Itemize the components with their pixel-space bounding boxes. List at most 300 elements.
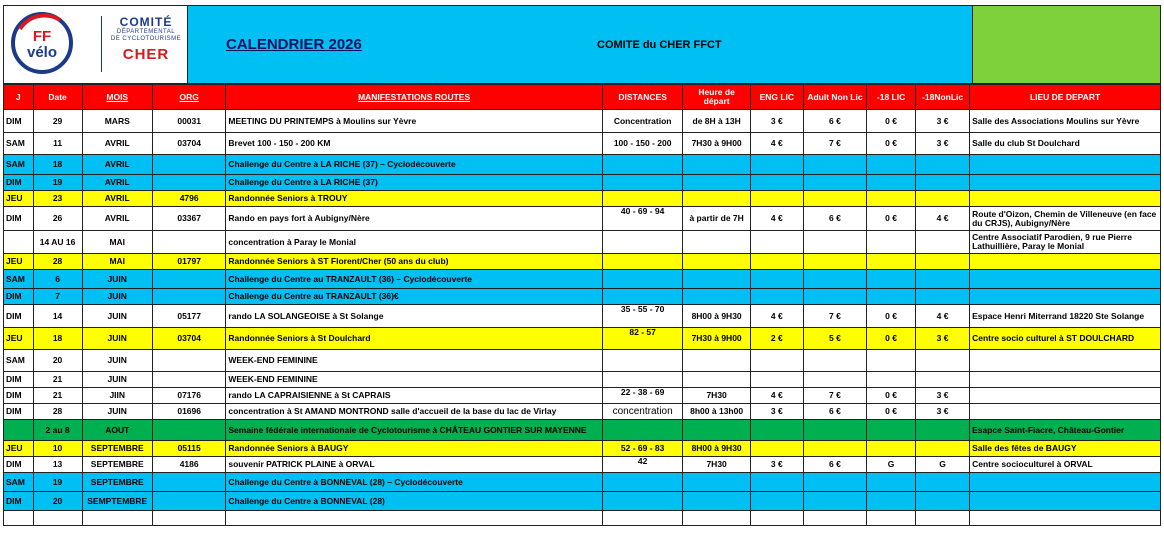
- cell-j: DIM: [4, 207, 34, 231]
- cell-moins18-non-lic: [916, 473, 970, 492]
- cell-moins18-lic: 0 €: [867, 110, 916, 133]
- cell-moins18-lic: [867, 350, 916, 372]
- cell-event: [226, 511, 602, 526]
- cell-moins18-lic: [867, 289, 916, 305]
- cell-org: 05115: [152, 441, 225, 457]
- logo-separator: [101, 16, 102, 72]
- green-box: [972, 6, 1160, 83]
- cell-adult-non-lic: [803, 254, 866, 270]
- header-banner: [3, 5, 1161, 84]
- cell-lieu: [970, 175, 1161, 191]
- cell-j: JEU: [4, 441, 34, 457]
- cell-mois: JIIN: [82, 388, 152, 404]
- cell-heure: 7H30: [683, 388, 750, 404]
- cell-mois: JUIN: [82, 350, 152, 372]
- cell-adult-non-lic: [803, 155, 866, 175]
- cell-moins18-non-lic: [916, 175, 970, 191]
- cell-adult-non-lic: [803, 289, 866, 305]
- cell-date: 28: [33, 404, 82, 420]
- cell-moins18-non-lic: 3 €: [916, 133, 970, 155]
- cell-event: Randonnée Seniors à ST Florent/Cher (50 ans du club): [226, 254, 602, 270]
- cell-date: 2 au 8: [33, 420, 82, 441]
- cell-date: 10: [33, 441, 82, 457]
- cell-distance: 100 - 150 - 200: [602, 133, 683, 155]
- logo-comite: COMITÉ: [119, 15, 173, 29]
- cell-org: 01696: [152, 404, 225, 420]
- col-org: ORG: [152, 85, 225, 110]
- cell-moins18-non-lic: 3 €: [916, 328, 970, 350]
- cell-date: 19: [33, 473, 82, 492]
- cell-moins18-lic: [867, 231, 916, 254]
- cell-event: concentration à St AMAND MONTROND salle d'accueil de la base du lac de Virlay: [226, 404, 602, 420]
- table-row: [4, 191, 1161, 207]
- cell-moins18-non-lic: 3 €: [916, 110, 970, 133]
- cell-distance: [602, 175, 683, 191]
- ffvelo-logo: [4, 6, 188, 83]
- table-row: [4, 175, 1161, 191]
- cell-j: DIM: [4, 175, 34, 191]
- table-row: [4, 328, 1161, 350]
- cell-date: 20: [33, 350, 82, 372]
- cell-lieu: [970, 473, 1161, 492]
- cell-org: [152, 420, 225, 441]
- cell-mois: JUIN: [82, 372, 152, 388]
- cell-mois: JUIN: [82, 404, 152, 420]
- cell-org: [152, 175, 225, 191]
- cell-event: Rando en pays fort à Aubigny/Nère: [226, 207, 602, 231]
- cell-heure: 8H00 à 9H30: [683, 305, 750, 328]
- cell-moins18-lic: [867, 270, 916, 289]
- table-row: [4, 155, 1161, 175]
- cell-eng-lic: [750, 231, 803, 254]
- cell-j: JEU: [4, 328, 34, 350]
- cell-j: DIM: [4, 388, 34, 404]
- column-header-row: [4, 85, 1161, 110]
- cell-event: Challenge du Centre au TRANZAULT (36) – Cyclodécouverte: [226, 270, 602, 289]
- cell-event: Randonnée Seniors à TROUY: [226, 191, 602, 207]
- cell-distance: 82 - 57: [602, 328, 683, 350]
- cell-org: [152, 155, 225, 175]
- cell-heure: 7H30 à 9H00: [683, 133, 750, 155]
- cell-distance: [602, 155, 683, 175]
- cell-distance: [602, 231, 683, 254]
- cell-lieu: Salle du club St Doulchard: [970, 133, 1161, 155]
- cell-moins18-non-lic: [916, 441, 970, 457]
- cell-lieu: [970, 289, 1161, 305]
- cell-j: DIM: [4, 492, 34, 511]
- table-row: [4, 133, 1161, 155]
- table-row: [4, 492, 1161, 511]
- cell-moins18-lic: [867, 175, 916, 191]
- cell-heure: 7H30: [683, 457, 750, 473]
- table-row: [4, 207, 1161, 231]
- cell-event: Brevet 100 - 150 - 200 KM: [226, 133, 602, 155]
- cell-date: 21: [33, 372, 82, 388]
- cell-j: DIM: [4, 110, 34, 133]
- cell-lieu: Salle des fêtes de BAUGY: [970, 441, 1161, 457]
- cell-moins18-non-lic: [916, 191, 970, 207]
- cell-eng-lic: [750, 155, 803, 175]
- cell-eng-lic: [750, 254, 803, 270]
- table-row: [4, 372, 1161, 388]
- cell-heure: [683, 492, 750, 511]
- cell-moins18-lic: [867, 191, 916, 207]
- cell-moins18-non-lic: [916, 270, 970, 289]
- table-row: [4, 289, 1161, 305]
- cell-j: SAM: [4, 473, 34, 492]
- cell-mois: AOUT: [82, 420, 152, 441]
- cell-j: JEU: [4, 191, 34, 207]
- cell-lieu: Centre socioculturel à ORVAL: [970, 457, 1161, 473]
- table-row: [4, 473, 1161, 492]
- cell-mois: JUIN: [82, 305, 152, 328]
- cell-org: [152, 473, 225, 492]
- cell-j: SAM: [4, 350, 34, 372]
- cell-moins18-lic: 0 €: [867, 328, 916, 350]
- cell-heure: 8H00 à 9H30: [683, 441, 750, 457]
- cell-distance: 22 - 38 - 69: [602, 388, 683, 404]
- col-moins18-lic: -18 LIC: [867, 85, 916, 110]
- cell-distance: Concentration: [602, 110, 683, 133]
- cell-adult-non-lic: [803, 350, 866, 372]
- cell-org: 00031: [152, 110, 225, 133]
- cell-eng-lic: [750, 372, 803, 388]
- cell-j: DIM: [4, 457, 34, 473]
- cell-org: 01797: [152, 254, 225, 270]
- cell-eng-lic: [750, 473, 803, 492]
- cell-event: concentration à Paray le Monial: [226, 231, 602, 254]
- table-row: [4, 270, 1161, 289]
- cell-date: 18: [33, 155, 82, 175]
- col-mois: MOIS: [82, 85, 152, 110]
- cell-heure: 7H30 à 9H00: [683, 328, 750, 350]
- calendar-body: [4, 110, 1161, 526]
- cell-moins18-non-lic: [916, 289, 970, 305]
- cell-mois: AVRIL: [82, 155, 152, 175]
- cell-event: Randonnée Seniors à St Doulchard: [226, 328, 602, 350]
- cell-org: [152, 289, 225, 305]
- cell-moins18-lic: [867, 473, 916, 492]
- cell-date: 28: [33, 254, 82, 270]
- cell-org: 05177: [152, 305, 225, 328]
- col-manifestations: MANIFESTATIONS ROUTES: [226, 85, 602, 110]
- cell-adult-non-lic: [803, 372, 866, 388]
- cell-eng-lic: 2 €: [750, 328, 803, 350]
- table-row: [4, 388, 1161, 404]
- table-row: [4, 110, 1161, 133]
- cell-moins18-lic: 0 €: [867, 305, 916, 328]
- cell-mois: AVRIL: [82, 175, 152, 191]
- cell-eng-lic: [750, 289, 803, 305]
- cell-moins18-lic: 0 €: [867, 404, 916, 420]
- cell-adult-non-lic: 6 €: [803, 404, 866, 420]
- cell-org: [152, 511, 225, 526]
- cell-mois: MAI: [82, 254, 152, 270]
- cell-j: [4, 420, 34, 441]
- cell-j: DIM: [4, 404, 34, 420]
- logo-brand-bottom: vélo: [26, 44, 58, 61]
- cell-eng-lic: [750, 175, 803, 191]
- cell-mois: AVRIL: [82, 133, 152, 155]
- cell-mois: [82, 511, 152, 526]
- cell-distance: 35 - 55 - 70: [602, 305, 683, 328]
- cell-heure: de 8H à 13H: [683, 110, 750, 133]
- cell-mois: JUIN: [82, 289, 152, 305]
- cell-event: rando LA CAPRAISIENNE à St CAPRAIS: [226, 388, 602, 404]
- cell-heure: [683, 270, 750, 289]
- logo-text: [110, 15, 182, 63]
- cell-lieu: [970, 270, 1161, 289]
- cell-eng-lic: 3 €: [750, 404, 803, 420]
- cell-date: 6: [33, 270, 82, 289]
- cell-adult-non-lic: 6 €: [803, 207, 866, 231]
- cell-heure: [683, 511, 750, 526]
- cell-lieu: [970, 511, 1161, 526]
- col-j: J: [4, 85, 34, 110]
- cell-lieu: Route d'Oizon, Chemin de Villeneuve (en face du CRJS), Aubigny/Nère: [970, 207, 1161, 231]
- cell-mois: SEPTEMBRE: [82, 441, 152, 457]
- cell-date: 21: [33, 388, 82, 404]
- col-moins18-non-lic: -18NonLic: [916, 85, 970, 110]
- cell-eng-lic: [750, 420, 803, 441]
- logo-sub2: DE CYCLOTOURISME: [110, 36, 182, 42]
- cell-mois: JUIN: [82, 328, 152, 350]
- cell-org: 4186: [152, 457, 225, 473]
- cell-moins18-non-lic: [916, 254, 970, 270]
- cell-date: 20: [33, 492, 82, 511]
- cell-adult-non-lic: [803, 191, 866, 207]
- calendar-title: CALENDRIER 2026: [226, 36, 362, 53]
- cell-lieu: Centre socio culturel à ST DOULCHARD: [970, 328, 1161, 350]
- cell-lieu: Salle des Associations Moulins sur Yèvre: [970, 110, 1161, 133]
- cell-distance: [602, 372, 683, 388]
- cell-moins18-lic: [867, 420, 916, 441]
- cell-distance: [602, 191, 683, 207]
- cell-eng-lic: 4 €: [750, 133, 803, 155]
- org-title: COMITE du CHER FFCT: [597, 39, 722, 51]
- cell-eng-lic: 4 €: [750, 388, 803, 404]
- table-row: [4, 350, 1161, 372]
- cell-distance: 42: [602, 457, 683, 473]
- cell-adult-non-lic: 7 €: [803, 305, 866, 328]
- table-row: [4, 511, 1161, 526]
- cell-adult-non-lic: [803, 492, 866, 511]
- cell-j: DIM: [4, 305, 34, 328]
- logo-brand-top: FF: [32, 28, 52, 45]
- cell-adult-non-lic: 7 €: [803, 388, 866, 404]
- cell-moins18-lic: G: [867, 457, 916, 473]
- cell-heure: [683, 155, 750, 175]
- cell-adult-non-lic: [803, 511, 866, 526]
- cell-moins18-non-lic: [916, 350, 970, 372]
- cell-lieu: [970, 388, 1161, 404]
- cell-event: Randonnée Seniors à BAUGY: [226, 441, 602, 457]
- cell-moins18-lic: 0 €: [867, 207, 916, 231]
- cell-adult-non-lic: [803, 270, 866, 289]
- cell-date: 14: [33, 305, 82, 328]
- cell-moins18-non-lic: 4 €: [916, 207, 970, 231]
- cell-adult-non-lic: 6 €: [803, 110, 866, 133]
- cell-moins18-non-lic: 4 €: [916, 305, 970, 328]
- cell-event: Challenge du Centre à BONNEVAL (28) – Cyclodécouverte: [226, 473, 602, 492]
- cell-distance: [602, 350, 683, 372]
- cell-mois: JUIN: [82, 270, 152, 289]
- cell-moins18-non-lic: [916, 231, 970, 254]
- cell-j: DIM: [4, 372, 34, 388]
- cell-moins18-lic: [867, 254, 916, 270]
- cell-mois: SEPTEMBRE: [82, 473, 152, 492]
- cell-moins18-non-lic: [916, 492, 970, 511]
- cell-lieu: [970, 492, 1161, 511]
- cell-heure: [683, 473, 750, 492]
- cell-heure: [683, 372, 750, 388]
- col-lieu: LIEU DE DEPART: [970, 85, 1161, 110]
- cell-date: 23: [33, 191, 82, 207]
- cell-event: WEEK-END FEMININE: [226, 350, 602, 372]
- cell-eng-lic: 3 €: [750, 457, 803, 473]
- cell-eng-lic: 4 €: [750, 207, 803, 231]
- logo-sub1: DÉPARTEMENTAL: [116, 29, 176, 35]
- cell-moins18-non-lic: G: [916, 457, 970, 473]
- cell-adult-non-lic: [803, 231, 866, 254]
- cell-heure: [683, 175, 750, 191]
- cell-org: 03704: [152, 328, 225, 350]
- cell-j: SAM: [4, 133, 34, 155]
- calendar-table: [3, 84, 1161, 526]
- cell-moins18-non-lic: [916, 155, 970, 175]
- cell-j: DIM: [4, 289, 34, 305]
- cell-moins18-lic: [867, 511, 916, 526]
- cell-lieu: Espace Henri Miterrand 18220 Ste Solange: [970, 305, 1161, 328]
- cell-adult-non-lic: [803, 473, 866, 492]
- col-adult-non-lic: Adult Non Lic: [803, 85, 866, 110]
- cell-mois: MAI: [82, 231, 152, 254]
- col-heure: Heure de départ: [683, 85, 750, 110]
- cell-org: [152, 270, 225, 289]
- cell-adult-non-lic: [803, 175, 866, 191]
- cell-org: 03367: [152, 207, 225, 231]
- cell-moins18-lic: [867, 372, 916, 388]
- cell-distance: [602, 492, 683, 511]
- cell-j: [4, 511, 34, 526]
- cell-heure: [683, 420, 750, 441]
- cell-mois: AVRIL: [82, 207, 152, 231]
- cell-date: 29: [33, 110, 82, 133]
- cell-heure: 8h00 à 13h00: [683, 404, 750, 420]
- cell-distance: [602, 270, 683, 289]
- cell-moins18-non-lic: 3 €: [916, 388, 970, 404]
- col-date: Date: [33, 85, 82, 110]
- cell-lieu: [970, 404, 1161, 420]
- cell-moins18-lic: 0 €: [867, 133, 916, 155]
- cell-eng-lic: [750, 191, 803, 207]
- cell-distance: 40 - 69 - 94: [602, 207, 683, 231]
- cell-lieu: [970, 350, 1161, 372]
- table-row: [4, 305, 1161, 328]
- cell-date: 11: [33, 133, 82, 155]
- cell-lieu: Centre Associatif Parodien, 9 rue Pierre Lathuillière, Paray le Monial: [970, 231, 1161, 254]
- cell-moins18-non-lic: [916, 372, 970, 388]
- cell-distance: [602, 254, 683, 270]
- cell-lieu: Esapce Saint-Fiacre, Château-Gontier: [970, 420, 1161, 441]
- table-row: [4, 254, 1161, 270]
- cell-eng-lic: 3 €: [750, 110, 803, 133]
- table-row: [4, 457, 1161, 473]
- table-row: [4, 441, 1161, 457]
- cell-moins18-non-lic: 3 €: [916, 404, 970, 420]
- cell-j: [4, 231, 34, 254]
- cell-event: Semaine fédérale internationale de Cyclotourisme à CHÂTEAU GONTIER SUR MAYENNE: [226, 420, 602, 441]
- table-row: [4, 231, 1161, 254]
- cell-heure: à partir de 7H: [683, 207, 750, 231]
- cell-event: Challenge du Centre au TRANZAULT (36)€: [226, 289, 602, 305]
- cell-eng-lic: [750, 270, 803, 289]
- cell-date: 26: [33, 207, 82, 231]
- cell-adult-non-lic: 6 €: [803, 457, 866, 473]
- cell-distance: [602, 289, 683, 305]
- cell-heure: [683, 289, 750, 305]
- cell-heure: [683, 254, 750, 270]
- cell-event: Challenge du Centre à LA RICHE (37): [226, 175, 602, 191]
- cell-eng-lic: 4 €: [750, 305, 803, 328]
- cell-j: SAM: [4, 270, 34, 289]
- cell-event: Challenge du Centre à LA RICHE (37) – Cyclodécouverte: [226, 155, 602, 175]
- cell-heure: [683, 191, 750, 207]
- cell-event: MEETING DU PRINTEMPS à Moulins sur Yèvre: [226, 110, 602, 133]
- cell-eng-lic: [750, 511, 803, 526]
- cell-lieu: [970, 372, 1161, 388]
- cell-adult-non-lic: 5 €: [803, 328, 866, 350]
- cell-lieu: [970, 191, 1161, 207]
- cell-distance: [602, 511, 683, 526]
- cell-heure: [683, 231, 750, 254]
- cell-distance: [602, 420, 683, 441]
- calendar-sheet: [3, 5, 1161, 526]
- cell-org: 07176: [152, 388, 225, 404]
- cell-moins18-lic: 0 €: [867, 388, 916, 404]
- cell-org: [152, 350, 225, 372]
- col-distances: DISTANCES: [602, 85, 683, 110]
- cell-j: SAM: [4, 155, 34, 175]
- cell-adult-non-lic: [803, 420, 866, 441]
- cell-org: [152, 372, 225, 388]
- table-row: [4, 420, 1161, 441]
- cell-lieu: [970, 155, 1161, 175]
- cell-date: 18: [33, 328, 82, 350]
- table-row: [4, 404, 1161, 420]
- ffvelo-ring-icon: [10, 11, 74, 75]
- cell-distance: [602, 473, 683, 492]
- cell-date: 19: [33, 175, 82, 191]
- cell-j: JEU: [4, 254, 34, 270]
- logo-cher: CHER: [122, 46, 170, 63]
- cell-moins18-lic: [867, 492, 916, 511]
- cell-mois: AVRIL: [82, 191, 152, 207]
- cell-adult-non-lic: [803, 441, 866, 457]
- cell-org: 4796: [152, 191, 225, 207]
- col-eng-lic: ENG LIC: [750, 85, 803, 110]
- cell-org: 03704: [152, 133, 225, 155]
- cell-moins18-non-lic: [916, 420, 970, 441]
- cell-distance: 52 - 69 - 83: [602, 441, 683, 457]
- cell-adult-non-lic: 7 €: [803, 133, 866, 155]
- cell-mois: MARS: [82, 110, 152, 133]
- cell-date: 13: [33, 457, 82, 473]
- cell-moins18-lic: [867, 441, 916, 457]
- cell-event: Challenge du Centre à BONNEVAL (28): [226, 492, 602, 511]
- cell-heure: [683, 350, 750, 372]
- cell-event: WEEK-END FEMININE: [226, 372, 602, 388]
